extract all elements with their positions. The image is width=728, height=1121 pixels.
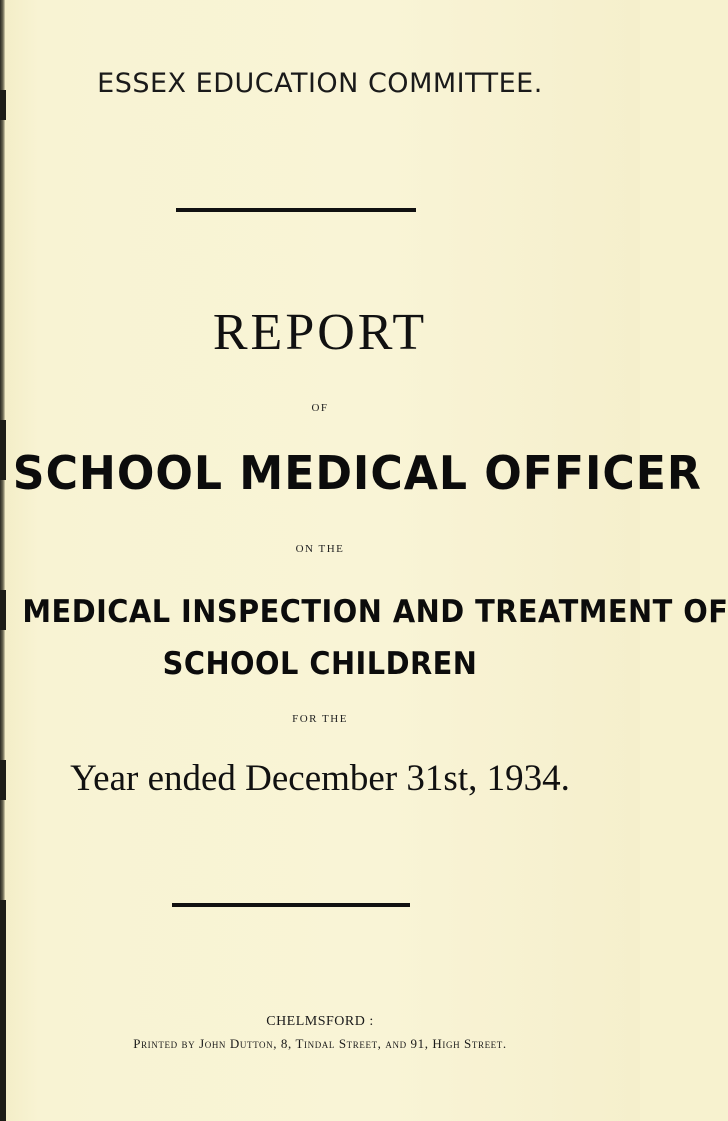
spine-mark <box>0 590 6 630</box>
top-divider-rule <box>176 208 416 212</box>
imprint-printer: Printed by John Dutton, 8, Tindal Street, and 91, High Street. <box>133 1036 507 1051</box>
subject-line-2: SCHOOL CHILDREN <box>162 646 478 682</box>
on-the-label: ON THE <box>295 543 345 555</box>
for-the-label: FOR THE <box>292 713 348 725</box>
school-medical-officer-heading: SCHOOL MEDICAL OFFICER <box>12 446 702 500</box>
spine-mark <box>0 420 6 480</box>
imprint-city: CHELMSFORD : <box>266 1014 374 1029</box>
year-ended-line: Year ended December 31st, 1934. <box>70 758 570 799</box>
subject-line-1: MEDICAL INSPECTION AND TREATMENT OF <box>22 594 728 630</box>
spine-mark <box>0 900 6 1121</box>
committee-heading: ESSEX EDUCATION COMMITTEE. <box>97 68 543 99</box>
report-title: REPORT <box>212 304 428 361</box>
bottom-divider-rule <box>172 903 410 907</box>
of-label: OF <box>311 402 329 414</box>
